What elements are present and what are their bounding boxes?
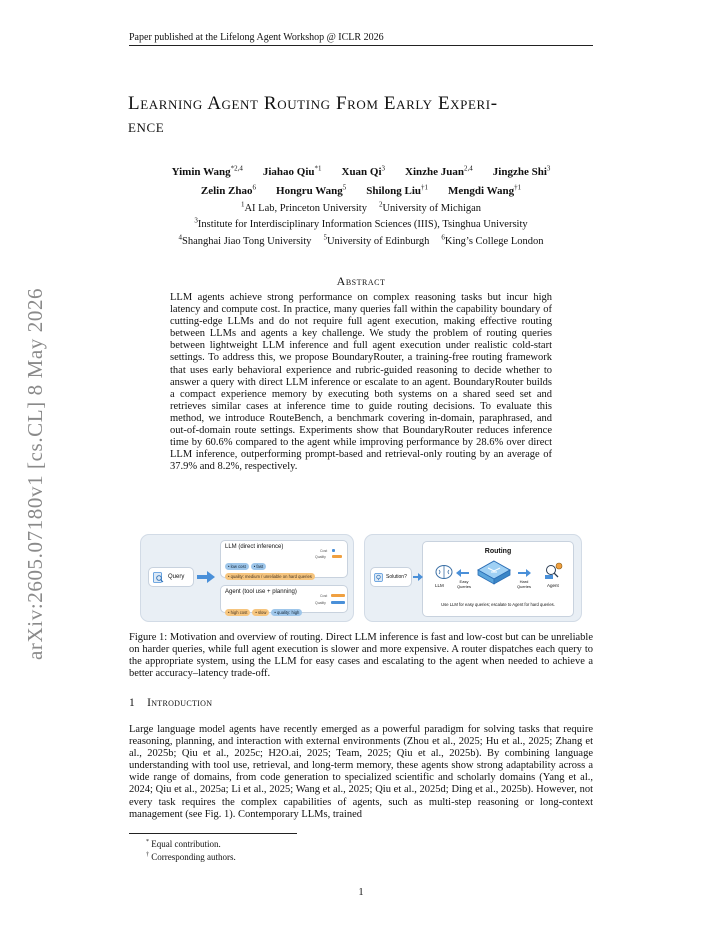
author-affiliation-mark: 5 <box>342 183 347 192</box>
footnotes <box>146 837 236 863</box>
author-name: Yimin Wang$^{*2,4}$ <box>171 164 243 178</box>
author-list <box>129 160 593 199</box>
title-line-2: ence <box>128 116 165 137</box>
section-title: Introduction <box>147 697 213 709</box>
agent-pill-speed: • slow <box>252 609 269 616</box>
llm-box <box>220 540 348 578</box>
arrow-right-icon <box>197 571 215 583</box>
affiliation-mark: 6 <box>441 233 445 241</box>
footnote-mark: † <box>146 852 149 858</box>
author-affiliation-mark: 6 <box>252 183 257 192</box>
author-name: Shilong Liu$^{\dagger 1}$ <box>366 183 428 198</box>
arrow-right-icon <box>413 573 423 581</box>
author-name: Xinzhe Juan$^{2,4}$ <box>405 164 473 178</box>
motivation-panel <box>140 534 354 622</box>
figure-1 <box>140 534 582 622</box>
routing-box <box>422 541 574 617</box>
author-affiliation-mark: 2,4 <box>464 164 473 172</box>
affiliation-mark: 5 <box>323 233 327 241</box>
author-name: Hongru Wang$^5$ <box>276 183 347 198</box>
llm-quality-label: Quality <box>315 555 326 559</box>
arxiv-stamp <box>18 250 48 670</box>
affiliation-line <box>129 215 593 232</box>
title-line-1: Learning Agent Routing From Early Experi- <box>128 93 498 114</box>
affiliation <box>378 200 482 214</box>
routing-panel <box>364 534 582 622</box>
affiliations <box>129 198 593 248</box>
footnote-rule <box>129 833 297 834</box>
footnote <box>146 837 236 850</box>
easy-queries-label: Easy Queries <box>456 579 471 589</box>
affiliation-mark: 4 <box>178 233 182 241</box>
agent-icon <box>544 562 564 580</box>
abstract-text: LLM agents achieve strong performance on complex reasoning tasks but incur high latency and compute cost. In practice, many queries fall within the capability boundary of cutting-edge LLMs and do not require full agent execution, making effective routing between LLMs and agents a key challenge. We study the problem of routing queries between lightweight LLM inference and full agent execution under realistic cold-start settings. To address this, we propose BoundaryRouter, a training-free routing framework that uses early behavioral experience and rubric-guided reasoning to decide whether to answer a query with direct LLM inference or escalate to an agent. BoundaryRouter builds a compact experience memory by executing both systems on a shared seed set and retrieves similar cases at inference time to guide routing decisions. To evaluate this method, we introduce RouteBench, a benchmark covering in-domain, paraphrased, and out-of-domain route settings. Experiments show that BoundaryRouter reduces inference time by 60.6% compared to the agent while improving performance by 28.6% over direct LLM inference, outperforming prompt-based and retrieval-only routing by an average of 37.9% and 8.2%, respectively. <box>170 292 552 473</box>
footnote <box>146 850 236 863</box>
abstract-heading: Abstract <box>336 274 386 288</box>
section-heading <box>129 697 212 709</box>
section-number: 1 <box>129 697 136 709</box>
arxiv-id: arXiv:2605.07180v1 [cs.CL] 8 May 2026 <box>23 287 47 660</box>
affiliation-mark: 3 <box>194 216 198 225</box>
authors-line-1 <box>129 160 593 180</box>
agent-cost-label: Cost <box>320 594 328 598</box>
affiliation <box>441 233 544 247</box>
author-affiliation-mark: 3 <box>381 164 386 172</box>
author-affiliation-mark: *2,4 <box>230 164 243 172</box>
solution-label: Solution? <box>386 574 407 580</box>
affiliation <box>323 233 430 247</box>
lightbulb-icon <box>374 573 383 582</box>
arrow-right-icon <box>518 569 531 577</box>
agent-box <box>220 585 348 613</box>
author-affiliation-mark: †1 <box>514 183 522 192</box>
footnote-text: Corresponding authors. <box>149 852 236 862</box>
affiliation-name: University of Edinburgh <box>326 235 430 247</box>
hard-queries-label: Hard Queries <box>516 579 531 589</box>
affiliation <box>240 200 367 214</box>
agent-quality-label: Quality <box>315 601 326 605</box>
figure-caption: Figure 1: Motivation and overview of routing. Direct LLM inference is fast and low-cost but can be unreliable on harder queries, while full agent execution is slower and more expensive. A router dispatches each query to the appropriate system, using the LLM for easy cases and escalating to the agent when needed to achieve a better accuracy–latency trade-off. <box>129 632 593 680</box>
llm-pill-cost: • low cost <box>225 563 249 570</box>
affiliation-name: King’s College London <box>444 235 544 247</box>
affiliation <box>178 233 312 247</box>
author-name: Mengdi Wang$^{\dagger 1}$ <box>448 183 522 198</box>
agent-pill-quality: • quality: high <box>271 609 302 616</box>
affiliation <box>194 216 528 230</box>
running-header: Paper published at the Lifelong Agent Workshop @ ICLR 2026 <box>129 32 593 46</box>
llm-cost-bar <box>332 549 335 552</box>
routing-title: Routing <box>484 548 512 555</box>
footnote-text: Equal contribution. <box>149 839 221 849</box>
llm-pill-speed: • fast <box>251 563 266 570</box>
affiliation-mark: 2 <box>378 200 383 208</box>
paper-title <box>128 92 598 138</box>
query-box <box>148 567 194 587</box>
llm-cost-label: Cost <box>320 549 328 553</box>
affiliation-name: University of Michigan <box>382 202 482 214</box>
affiliation-name: Shanghai Jiao Tong University <box>182 235 312 247</box>
author-affiliation-mark: †1 <box>421 183 428 192</box>
author-name: Xuan Qi$^3$ <box>341 164 386 178</box>
agent-cost-bar <box>331 594 345 597</box>
query-label: Query <box>168 574 185 580</box>
author-name: Zelin Zhao$^6$ <box>200 183 257 198</box>
author-name: Jiahao Qiu$^{*1}$ <box>262 164 322 178</box>
solution-box <box>370 567 412 587</box>
arrow-left-icon <box>456 569 469 577</box>
author-affiliation-mark: *1 <box>314 164 322 172</box>
routing-note: Use LLM for easy queries; escalate to Agent for hard queries. <box>441 602 555 607</box>
affiliation-name: AI Lab, Princeton University <box>244 202 367 214</box>
brain-icon <box>435 564 453 580</box>
page-number: 1 <box>358 887 364 898</box>
agent-pill-cost: • high cost <box>225 609 250 616</box>
router-icon <box>477 560 511 586</box>
llm-label: LLM <box>435 583 444 588</box>
search-icon <box>153 572 164 583</box>
llm-quality-bar <box>332 555 342 558</box>
affiliation-line <box>129 198 593 215</box>
agent-quality-bar <box>331 601 345 604</box>
author-name: Jingzhe Shi$^3$ <box>492 164 551 178</box>
footnote-mark: * <box>146 839 149 845</box>
llm-title: LLM (direct inference) <box>225 544 284 550</box>
author-affiliation-mark: 3 <box>546 164 551 172</box>
agent-title: Agent (tool use + planning) <box>225 589 297 595</box>
affiliation-mark: 1 <box>240 200 245 208</box>
affiliation-line <box>129 231 593 248</box>
llm-quality-pill: • quality: medium / unreliable on hard queries <box>225 565 317 583</box>
agent-label: Agent <box>547 583 559 588</box>
authors-line-2 <box>129 180 593 200</box>
agent-pills <box>225 601 304 619</box>
affiliation-name: Institute for Interdisciplinary Information Sciences (IIIS), Tsinghua University <box>197 219 528 230</box>
introduction-text: Large language model agents have recently emerged as a powerful paradigm for solving tasks that require reasoning, planning, and interaction with external environments (Zhou et al., 2025; Hu et al., 2025; Zhang et al., 2025b; Qiu et al., 2025c; H2O.ai, 2025; Team, 2025; Qiu et al., 2025b). By combining language understanding with tool use, retrieval, and long-term memory, these agents show strong adaptability across a wide range of domains, from code generation to specialized scientific and scholarly domains (Yang et al., 2024; Qiu et al., 2025a; Li et al., 2025; Wang et al., 2025; Qiu et al., 2025d; Ding et al., 2025b). However, not every task requires the complex capabilities of agents, such as multi-step reasoning or long-context management (see Fig. 1). Contemporary LLMs, trained <box>129 724 593 820</box>
